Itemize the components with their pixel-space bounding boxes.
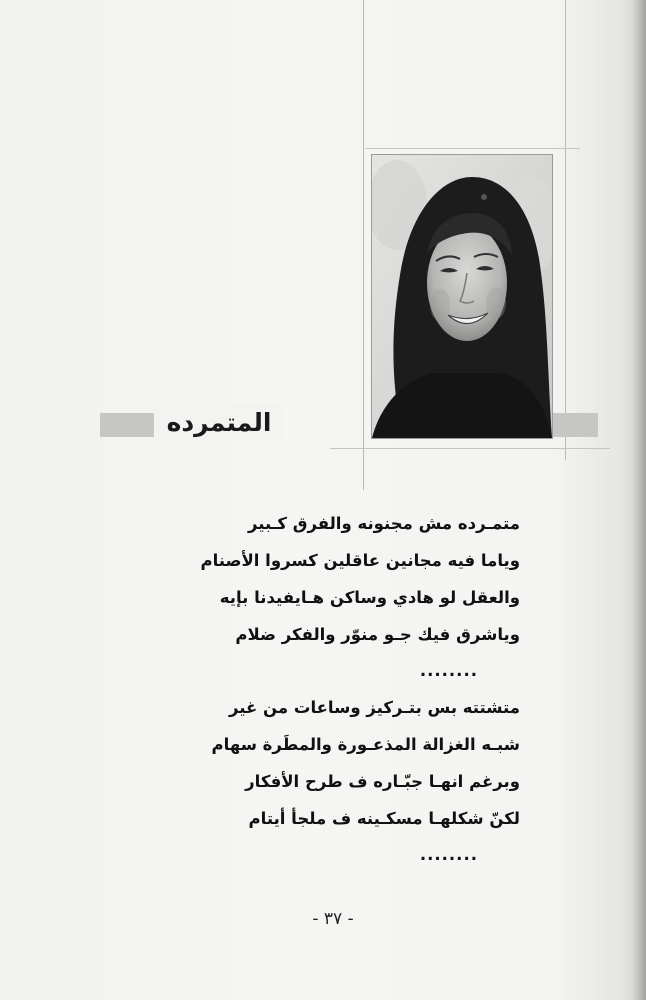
stanza [211,689,520,873]
page-number: - ٣٧ - [312,909,354,929]
title-band-left [100,413,154,437]
verse-line: شبـه الغزالة المذعـورة والمطَرة سهام [211,735,520,754]
stanza-separator: ........ [419,661,478,680]
poem-title: المتمرده [155,404,283,442]
verse-line: متمـرده مش مجنونه والفرق كـبير [247,514,520,533]
verse-line: وياشرق فيك جـو منوّر والفكر ضلام [235,625,520,644]
verse-line: وبرغم انهـا جبّـاره ف طرح الأفكار [245,772,520,791]
verse-line: وياما فيه مجانين عاقلين كسروا الأصنام [200,551,520,570]
binding-shadow [632,0,646,1000]
poem-body [200,505,520,873]
guide-line-vertical [565,0,566,460]
stanza [200,505,520,689]
title-band-right [552,413,598,437]
verse-line: لكنّ شكلهـا مسكـينه ف ملجأ أيتام [248,809,520,828]
stanza-separator: ........ [419,845,478,864]
verse-line: والعقل لو هادي وساكن هـايفيدنا بإيه [219,588,520,607]
guide-line-vertical [363,0,364,490]
guide-line-horizontal [330,448,610,449]
portrait-illustration [372,155,552,438]
guide-line-horizontal [365,148,580,149]
verse-line: متشتته بس بتـركيز وساعات من غير [229,698,520,717]
author-portrait [372,155,552,438]
